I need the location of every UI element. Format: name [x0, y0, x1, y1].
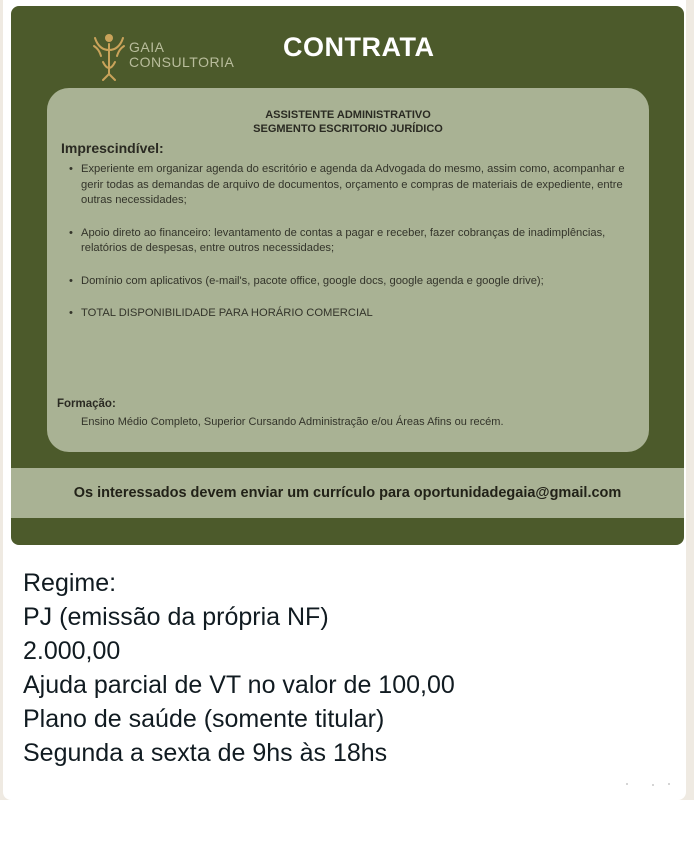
caption-line: Regime:	[23, 569, 117, 597]
logo-wordmark	[129, 40, 234, 70]
flyer-headline: CONTRATA	[283, 32, 435, 62]
requirement-item: • TOTAL DISPONIBILIDADE PARA HORÁRIO COMERCIAL	[67, 306, 647, 322]
job-title	[47, 108, 649, 136]
logo-line-gaia: GAIA	[129, 39, 165, 55]
job-details-panel	[47, 88, 649, 452]
requirements-heading: Imprescindível:	[61, 140, 164, 156]
message-bubble	[3, 0, 686, 800]
message-meta-indicator	[623, 780, 673, 788]
caption-line: Plano de saúde (somente titular)	[23, 705, 385, 733]
application-instructions: Os interessados devem enviar um currículo para oportunidadegaia@gmail.com	[11, 468, 684, 518]
caption-line: Segunda a sexta de 9hs às 18hs	[23, 739, 388, 767]
caption-line: 2.000,00	[23, 637, 121, 665]
requirement-item: • Experiente em organizar agenda do escritório e agenda da Advogada do mesmo, assim como, acompanhar e gerir todas as demandas de arquivo de documentos, orçamento e compras de materiais de expediente, entre outras necessidades;	[67, 162, 647, 209]
caption-line: Ajuda parcial de VT no valor de 100,00	[23, 671, 455, 699]
job-title-line: ASSISTENTE ADMINISTRATIVO	[265, 109, 431, 121]
requirement-item: • Domínio com aplicativos (e-mail's, pacote office, google docs, google agenda e google drive);	[67, 274, 647, 290]
job-segment-line: SEGMENTO ESCRITORIO JURÍDICO	[253, 123, 443, 135]
education-text: Ensino Médio Completo, Superior Cursando Administração e/ou Áreas Afins ou recém.	[81, 416, 504, 428]
caption-line: PJ (emissão da própria NF)	[23, 603, 329, 631]
requirement-item: • Apoio direto ao financeiro: levantamento de contas a pagar e receber, fazer cobranças de inadimplências, relatórios de despesas, entre outros necessidades;	[67, 226, 647, 257]
logo-line-consultoria: CONSULTORIA	[129, 54, 235, 70]
message-caption	[23, 566, 455, 770]
gaia-logo	[91, 30, 261, 82]
education-heading: Formação:	[57, 398, 116, 410]
requirements-list	[67, 162, 647, 322]
job-flyer-image[interactable]	[11, 6, 684, 545]
gaia-logo-icon	[91, 30, 127, 82]
